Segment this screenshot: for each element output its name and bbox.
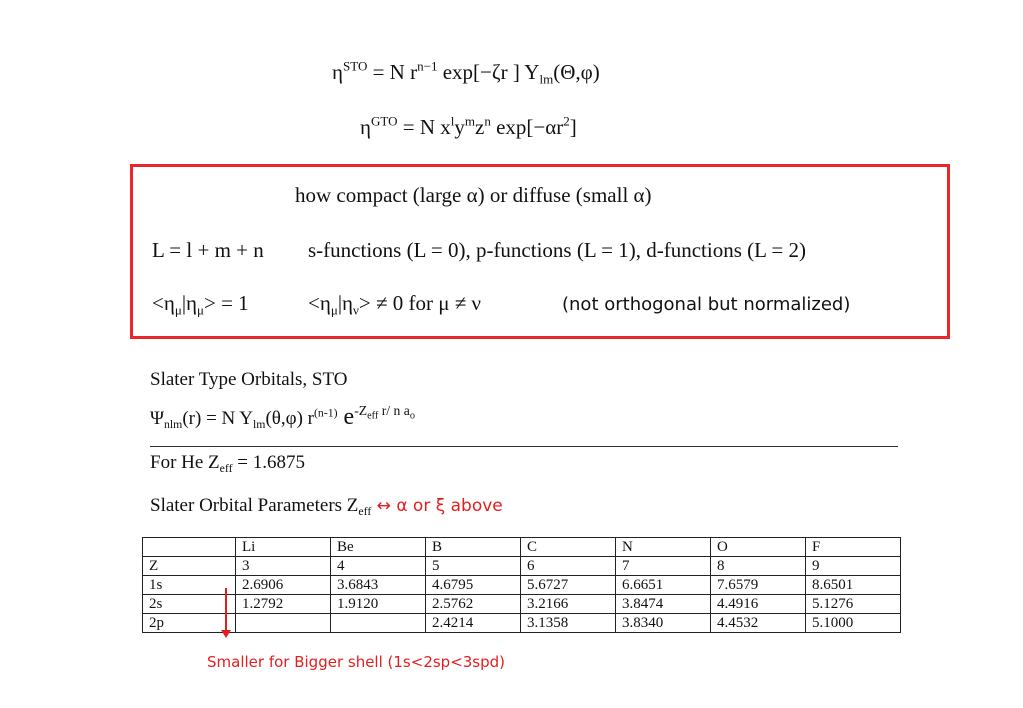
table-cell: 3.8340	[616, 614, 711, 633]
slater-params-heading: Slater Orbital Parameters $Z_{eff}$ ↔ α or ξ above	[150, 495, 503, 519]
slater-wavefunction: $\Psi_{nlm}(r) = N$ $Y_{lm}(\theta,\varphi)$ $r^{(n-1)}$ $e^{-Z_{eff} r/ n a_o}$	[150, 403, 415, 432]
table-cell: 3.1358	[521, 614, 616, 633]
table-cell: Z	[143, 557, 236, 576]
table-row	[143, 614, 901, 633]
table-cell: 6	[521, 557, 616, 576]
table-cell: 5.1000	[806, 614, 901, 633]
table-cell	[236, 614, 331, 633]
table-cell: 6.6651	[616, 576, 711, 595]
table-header-cell: O	[711, 538, 806, 557]
table-header-cell: B	[426, 538, 521, 557]
gto-equation: $\eta^{GTO} = N$ $x^ly^mz^n$ $\exp[-\alpha r^2]$	[360, 113, 577, 139]
table-cell: 3.8474	[616, 595, 711, 614]
table-cell: 5.1276	[806, 595, 901, 614]
table-header-cell: N	[616, 538, 711, 557]
orthogonality-note: (not orthogonal but normalized)	[562, 294, 851, 315]
compact-diffuse-text: how compact (large α) or diffuse (small α)	[295, 183, 652, 207]
table-cell: 2p	[143, 614, 236, 633]
table-row	[143, 557, 901, 576]
table-cell: 2.6906	[236, 576, 331, 595]
table-cell: 1.9120	[331, 595, 426, 614]
overlap-relation: $<\eta_\mu|\eta_\nu> \ne 0$ for μ ≠ ν	[308, 291, 482, 318]
table-header-cell: Be	[331, 538, 426, 557]
down-arrow-line	[225, 588, 227, 632]
table-cell: 2s	[143, 595, 236, 614]
table-cell: 5	[426, 557, 521, 576]
table-header-cell	[143, 538, 236, 557]
angular-sum-label: L = l + m + n	[152, 238, 264, 262]
table-cell: 7	[616, 557, 711, 576]
shell-size-footnote: Smaller for Bigger shell (1s<2sp<3spd)	[207, 653, 506, 671]
function-types-text: s-functions (L = 0), p-functions (L = 1), d-functions (L = 2)	[308, 238, 807, 262]
helium-zeff: For He $Z_{eff} = 1.6875$	[150, 452, 305, 476]
table-cell: 4.4532	[711, 614, 806, 633]
down-arrow-icon	[221, 630, 231, 638]
table-cell: 2.5762	[426, 595, 521, 614]
table-cell: 4	[331, 557, 426, 576]
table-cell: 1s	[143, 576, 236, 595]
table-row	[143, 595, 901, 614]
table-cell: 2.4214	[426, 614, 521, 633]
table-header-cell: C	[521, 538, 616, 557]
slater-params-table	[142, 537, 901, 633]
table-row	[143, 576, 901, 595]
table-header-cell: F	[806, 538, 901, 557]
table-cell: 4.4916	[711, 595, 806, 614]
table-cell: 3.2166	[521, 595, 616, 614]
normalization-relation: $<\eta_\mu|\eta_\mu> = 1$	[152, 291, 249, 318]
table-header-row	[143, 538, 901, 557]
slater-title: Slater Type Orbitals, STO	[150, 369, 348, 390]
table-cell: 7.6579	[711, 576, 806, 595]
table-cell: 9	[806, 557, 901, 576]
divider-line	[150, 446, 898, 447]
table-cell	[331, 614, 426, 633]
table-cell: 5.6727	[521, 576, 616, 595]
table-header-cell: Li	[236, 538, 331, 557]
table-cell: 4.6795	[426, 576, 521, 595]
table-cell: 3.6843	[331, 576, 426, 595]
table-cell: 1.2792	[236, 595, 331, 614]
table-cell: 8.6501	[806, 576, 901, 595]
sto-equation: $\eta^{STO} = N$ $r^{n-1}$ exp[−ζr ] $Y_{lm}(\Theta,\varphi)$	[332, 58, 600, 87]
table-cell: 8	[711, 557, 806, 576]
table-cell: 3	[236, 557, 331, 576]
